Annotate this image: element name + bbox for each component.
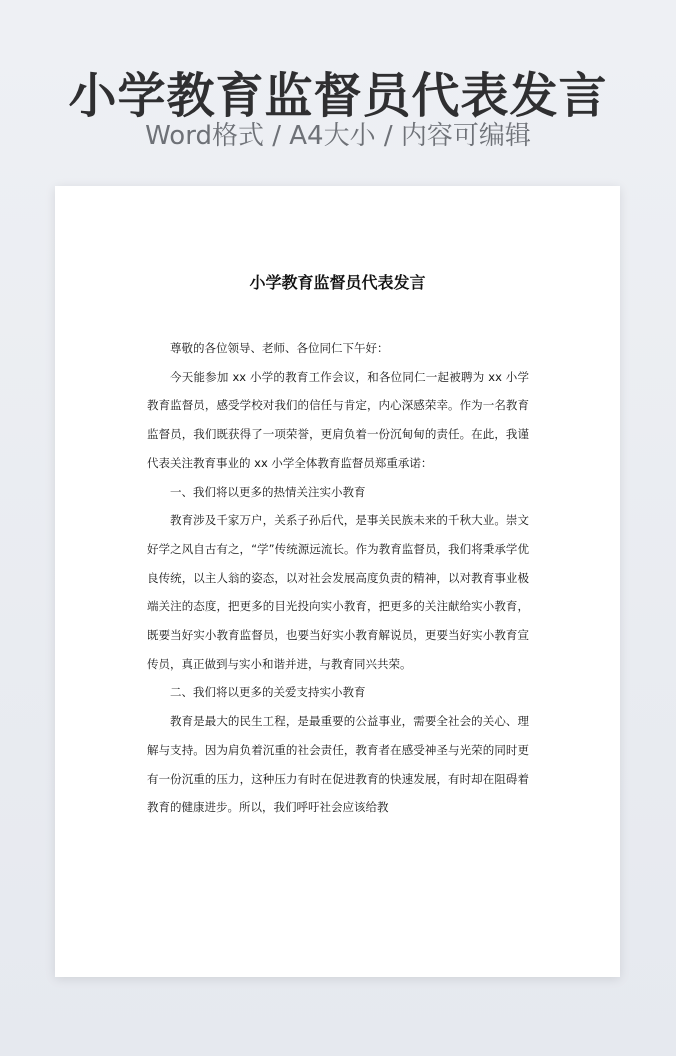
document-title: 小学教育监督员代表发言: [249, 273, 426, 292]
banner-subtitle: Word格式 / A4大小 / 内容可编辑: [145, 121, 531, 151]
body-paragraph: 今天能参加 xx 小学的教育工作会议，和各位同仁一起被聘为 xx 小学教育监督员，感受学校对我们的信任与肯定，内心深感荣幸。作为一名教育监督员，我们既获得了一项荣誉，更肩负着一份沉甸甸的责任。在此，我谨代表关注教育事业的 xx 小学全体教育监督员郑重承诺：: [147, 369, 529, 470]
banner-title: 小学教育监督员代表发言: [68, 68, 608, 124]
body-paragraph: 教育是最大的民生工程，是最重要的公益事业，需要全社会的关心、理解与支持。因为肩负着沉重的社会责任，教育者在感受神圣与光荣的同时更有一份沉重的压力，这种压力有时在促进教育的快速发展，有时却在阻碍着教育的健康进步。所以，我们呼吁社会应该给教: [147, 714, 529, 815]
section-heading: 一、我们将以更多的热情关注实小教育: [170, 484, 366, 499]
body-paragraph: 教育涉及千家万户，关系子孙后代，是事关民族未来的千秋大业。崇文好学之风自古有之，“学”传统源远流长。作为教育监督员，我们将秉承学优良传统，以主人翁的姿态，以对社会发展高度负责的精神，以对教育事业极端关注的态度，把更多的目光投向实小教育，把更多的关注献给实小教育，既要当好实小教育监督员，也要当好实小教育解说员，更要当好实小教育宣传员，真正做到与实小和谐并进，与教育同兴共荣。: [147, 513, 529, 671]
document-body: [147, 334, 529, 822]
document-page: [55, 186, 620, 977]
section-heading: 二、我们将以更多的关爱支持实小教育: [170, 685, 366, 700]
salutation: 尊敬的各位领导、老师、各位同仁下午好：: [170, 341, 389, 355]
